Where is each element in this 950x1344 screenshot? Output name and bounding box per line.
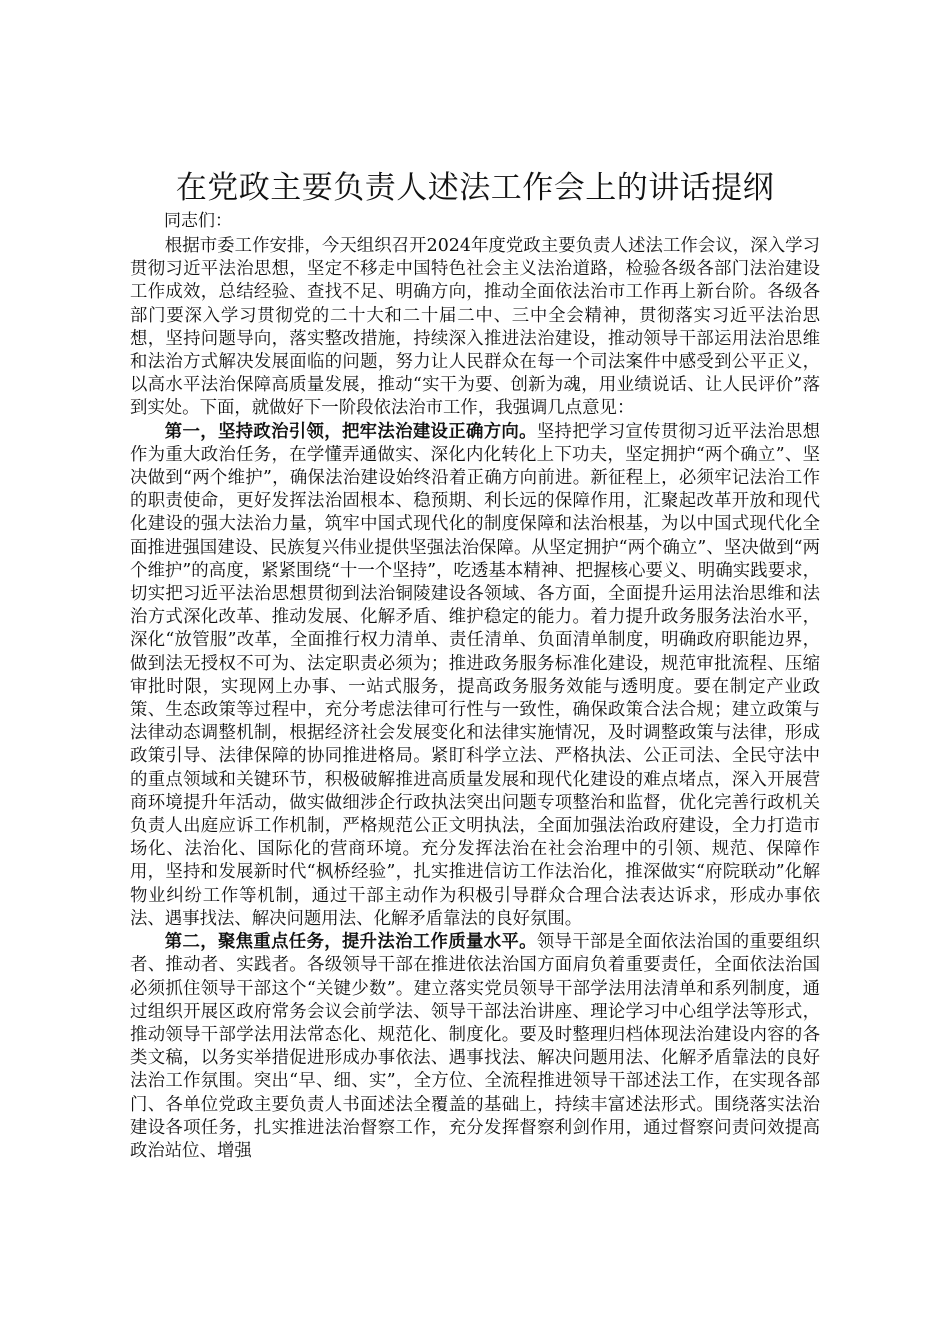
- paragraph-text: 根据市委工作安排，今天组织召开2024年度党政主要负责人述法工作会议，深入学习贯彻习近平法治思想，坚定不移走中国特色社会主义法治道路，检验各级各部门法治建设工作成效，总结经验、查找不足、明确方向，推动全面依法治市工作再上新台阶。各级各部门要深入学习贯彻党的二十大和二十届二中、三中全会精神，贯彻落实习近平法治思想，坚持问题导向，落实整改措施，持续深入推进法治建设，推动领导干部运用法治思维和法治方式解决发展面临的问题，努力让人民群众在每一个司法案件中感受到公平正义，以高水平法治保障高质量发展，推动“实干为要、创新为魂，用业绩说话、让人民评价”落到实处。下面，就做好下一阶段依法治市工作，我强调几点意见：: [130, 236, 820, 419]
- paragraph-text: 坚持把学习宣传贯彻习近平法治思想作为重大政治任务，在学懂弄通做实、深化内化转化上下功夫，坚定拥护“两个确立”、坚决做到“两个维护”，确保法治建设始终沿着正确方向前进。新征程上，必须牢记法治工作的职责使命，更好发挥法治固根本、稳预期、利长远的保障作用，汇聚起改革开放和现代化建设的强大法治力量，筑牢中国式现代化的制度保障和法治根基，为以中国式现代化全面推进强国建设、民族复兴伟业提供坚强法治保障。从坚定拥护“两个确立”、坚决做到“两个维护”的高度，紧紧围绕“十一个坚持”，吃透基本精神、把握核心要义、明确实践要求，切实把习近平法治思想贯彻到法治铜陵建设各领域、各方面，全面提升运用法治思维和法治方式深化改革、推动发展、化解矛盾、维护稳定的能力。着力提升政务服务法治水平，深化“放管服”改革，全面推行权力清单、责任清单、负面清单制度，明确政府职能边界，做到法无授权不可为、法定职责必须为；推进政务服务标准化建设，规范审批流程、压缩审批时限，实现网上办事、一站式服务，提高政务服务效能与透明度。要在制定产业政策、生态政策等过程中，充分考虑法律可行性与一致性，确保政策合法合规；建立政策与法律动态调整机制，根据经济社会发展变化和法律实施情况，及时调整政策与法律，形成政策引导、法律保障的协同推进格局。紧盯科学立法、严格执法、公正司法、全民守法中的重点领域和关键环节，积极破解推进高质量发展和现代化建设的难点堵点，深入开展营商环境提升年活动，做实做细涉企行政执法突出问题专项整治和监督，优化完善行政机关负责人出庭应诉工作机制，严格规范公正文明执法，全面加强法治政府建设，全力打造市场化、法治化、国际化的营商环境。充分发挥法治在社会治理中的引领、规范、保障作用，坚持和发展新时代“枫桥经验”，扎实推进信访工作法治化，推深做实“府院联动”化解物业纠纷工作等机制，通过干部主动作为积极引导群众合理合法表达诉求，形成办事依法、遇事找法、解决问题用法、化解矛盾靠法的良好氛围。: [130, 421, 820, 929]
- paragraph-point-two: [130, 931, 820, 1163]
- paragraph-text: 领导干部是全面依法治国的重要组织者、推动者、实践者。各级领导干部在推进依法治国方面肩负着重要责任，全面依法治国必须抓住领导干部这个“关键少数”。建立落实党员领导干部学法用法清单和系列制度，通过组织开展区政府常务会议会前学法、领导干部法治讲座、理论学习中心组学法等形式，推动领导干部学法用法常态化、规范化、制度化。要及时整理归档体现法治建设内容的各类文稿，以务实举措促进形成办事依法、遇事找法、解决问题用法、化解矛盾靠法的良好法治工作氛围。突出“早、细、实”，全方位、全流程推进领导干部述法工作，在实现各部门、各单位党政主要负责人书面述法全覆盖的基础上，持续丰富述法形式。围绕落实法治建设各项任务，扎实推进法治督察工作，充分发挥督察利剑作用，通过督察问责问效提高政治站位、增强: [130, 932, 820, 1161]
- document-title: 在党政主要负责人述法工作会上的讲话提纲: [175, 170, 775, 206]
- paragraph-lead: 第一，坚持政治引领，把牢法治建设正确方向。: [164, 421, 537, 442]
- salutation: 同志们：: [164, 211, 232, 231]
- paragraph-lead: 第二，聚焦重点任务，提升法治工作质量水平。: [164, 932, 537, 953]
- paragraph-intro: [130, 235, 820, 421]
- paragraph-point-one: [130, 421, 820, 931]
- document-page: [130, 168, 820, 1163]
